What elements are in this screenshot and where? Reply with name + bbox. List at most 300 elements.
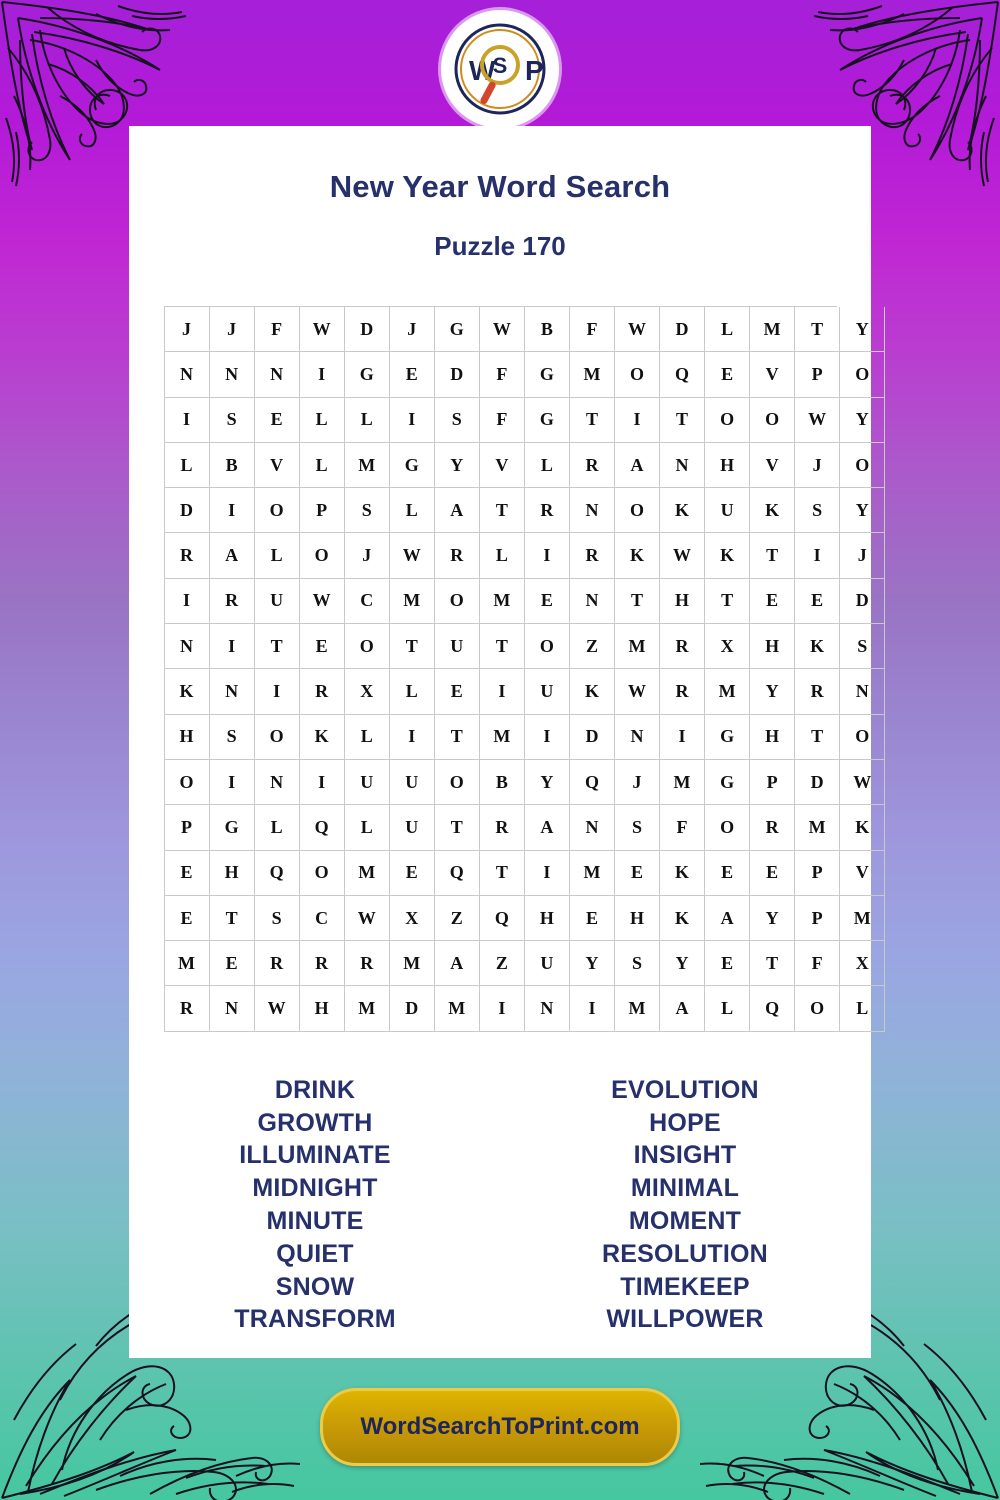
grid-cell[interactable]: I — [165, 578, 210, 623]
grid-cell[interactable]: E — [254, 397, 299, 442]
grid-row — [165, 442, 885, 487]
grid-cell[interactable]: D — [389, 986, 434, 1031]
grid-cell[interactable]: R — [209, 578, 254, 623]
grid-cell[interactable]: W — [299, 307, 344, 352]
grid-cell[interactable]: H — [299, 986, 344, 1031]
grid-cell[interactable]: A — [705, 895, 750, 940]
grid-cell[interactable]: K — [795, 624, 840, 669]
grid-cell[interactable]: M — [614, 986, 659, 1031]
grid-cell[interactable]: W — [840, 759, 885, 804]
grid-cell[interactable]: W — [299, 578, 344, 623]
grid-cell[interactable]: B — [479, 759, 524, 804]
grid-cell[interactable]: N — [254, 352, 299, 397]
grid-cell[interactable]: G — [389, 442, 434, 487]
grid-cell[interactable]: X — [344, 669, 389, 714]
grid-cell[interactable]: X — [389, 895, 434, 940]
grid-cell[interactable]: D — [795, 759, 840, 804]
puzzle-sheet — [129, 126, 871, 1358]
grid-cell[interactable]: R — [434, 533, 479, 578]
grid-cell[interactable]: P — [795, 850, 840, 895]
grid-cell[interactable]: G — [705, 759, 750, 804]
grid-cell[interactable]: Z — [569, 624, 614, 669]
grid-cell[interactable]: H — [705, 442, 750, 487]
grid-cell[interactable]: T — [795, 714, 840, 759]
svg-text:W: W — [469, 55, 496, 86]
grid-row — [165, 850, 885, 895]
grid-cell[interactable]: M — [569, 850, 614, 895]
letter-grid-table — [165, 307, 886, 1032]
grid-cell[interactable]: E — [569, 895, 614, 940]
grid-cell[interactable]: J — [840, 533, 885, 578]
grid-cell[interactable]: I — [299, 759, 344, 804]
grid-cell[interactable]: S — [209, 714, 254, 759]
grid-cell[interactable]: J — [614, 759, 659, 804]
grid-cell[interactable]: O — [614, 352, 659, 397]
grid-cell[interactable]: A — [660, 986, 705, 1031]
grid-cell[interactable]: M — [479, 714, 524, 759]
word-list-item: MINUTE — [266, 1206, 364, 1235]
grid-cell[interactable]: M — [344, 986, 389, 1031]
grid-cell[interactable]: N — [209, 669, 254, 714]
grid-cell[interactable]: T — [209, 895, 254, 940]
grid-cell[interactable]: H — [165, 714, 210, 759]
grid-cell[interactable]: Y — [569, 941, 614, 986]
grid-cell[interactable]: N — [614, 714, 659, 759]
grid-cell[interactable]: V — [750, 352, 795, 397]
grid-cell[interactable]: Q — [434, 850, 479, 895]
grid-row — [165, 624, 885, 669]
grid-cell[interactable]: E — [524, 578, 569, 623]
grid-cell[interactable]: L — [389, 669, 434, 714]
grid-cell[interactable]: U — [705, 488, 750, 533]
grid-cell[interactable]: P — [165, 805, 210, 850]
grid-cell[interactable]: N — [569, 805, 614, 850]
grid-cell[interactable]: O — [524, 624, 569, 669]
grid-cell[interactable]: T — [479, 488, 524, 533]
grid-cell[interactable]: L — [840, 986, 885, 1031]
grid-cell[interactable]: A — [524, 805, 569, 850]
grid-cell[interactable]: H — [750, 624, 795, 669]
puzzle-number: Puzzle 170 — [434, 231, 566, 261]
grid-row — [165, 759, 885, 804]
grid-cell[interactable]: V — [750, 442, 795, 487]
grid-cell[interactable]: E — [434, 669, 479, 714]
grid-cell[interactable]: R — [254, 941, 299, 986]
grid-cell[interactable]: K — [840, 805, 885, 850]
grid-cell[interactable]: I — [209, 624, 254, 669]
grid-cell[interactable]: Q — [254, 850, 299, 895]
grid-cell[interactable]: T — [614, 578, 659, 623]
grid-cell[interactable]: U — [344, 759, 389, 804]
grid-cell[interactable]: T — [750, 533, 795, 578]
grid-cell[interactable]: T — [705, 578, 750, 623]
grid-cell[interactable]: K — [165, 669, 210, 714]
grid-cell[interactable]: R — [750, 805, 795, 850]
grid-cell[interactable]: E — [165, 850, 210, 895]
grid-cell[interactable]: I — [524, 850, 569, 895]
grid-row — [165, 533, 885, 578]
grid-cell[interactable]: O — [840, 714, 885, 759]
grid-cell[interactable]: I — [569, 986, 614, 1031]
grid-cell[interactable]: A — [434, 941, 479, 986]
grid-cell[interactable]: L — [254, 533, 299, 578]
grid-cell[interactable]: I — [165, 397, 210, 442]
grid-cell[interactable]: C — [344, 578, 389, 623]
grid-cell[interactable]: E — [389, 850, 434, 895]
grid-cell[interactable]: M — [165, 941, 210, 986]
grid-row — [165, 307, 885, 352]
grid-cell[interactable]: O — [614, 488, 659, 533]
grid-cell[interactable]: D — [660, 307, 705, 352]
grid-cell[interactable]: A — [434, 488, 479, 533]
grid-cell[interactable]: B — [524, 307, 569, 352]
grid-cell[interactable]: I — [795, 533, 840, 578]
grid-cell[interactable]: O — [795, 986, 840, 1031]
grid-cell[interactable]: V — [840, 850, 885, 895]
grid-cell[interactable]: H — [660, 578, 705, 623]
grid-cell[interactable]: E — [705, 352, 750, 397]
grid-cell[interactable]: M — [389, 578, 434, 623]
grid-cell[interactable]: E — [705, 850, 750, 895]
grid-cell[interactable]: L — [344, 397, 389, 442]
grid-cell[interactable]: M — [344, 442, 389, 487]
grid-cell[interactable]: T — [479, 850, 524, 895]
grid-cell[interactable]: O — [299, 850, 344, 895]
grid-cell[interactable]: S — [840, 624, 885, 669]
grid-cell[interactable]: J — [795, 442, 840, 487]
grid-cell[interactable]: Y — [750, 895, 795, 940]
grid-cell[interactable]: W — [614, 307, 659, 352]
grid-cell[interactable]: M — [479, 578, 524, 623]
grid-cell[interactable]: G — [705, 714, 750, 759]
grid-cell[interactable]: F — [569, 307, 614, 352]
grid-cell[interactable]: H — [750, 714, 795, 759]
grid-cell[interactable]: B — [209, 442, 254, 487]
grid-cell[interactable]: M — [750, 307, 795, 352]
grid-cell[interactable]: R — [795, 669, 840, 714]
grid-cell[interactable]: I — [254, 669, 299, 714]
grid-cell[interactable]: O — [254, 714, 299, 759]
grid-cell[interactable]: O — [705, 397, 750, 442]
grid-cell[interactable]: U — [524, 669, 569, 714]
grid-cell[interactable]: R — [660, 669, 705, 714]
grid-cell[interactable]: M — [840, 895, 885, 940]
grid-cell[interactable]: R — [660, 624, 705, 669]
grid-cell[interactable]: N — [569, 488, 614, 533]
grid-cell[interactable]: U — [389, 805, 434, 850]
grid-cell[interactable]: W — [344, 895, 389, 940]
grid-cell[interactable]: U — [254, 578, 299, 623]
website-badge[interactable] — [320, 1388, 680, 1466]
grid-cell[interactable]: N — [165, 352, 210, 397]
grid-cell[interactable]: I — [479, 986, 524, 1031]
grid-cell[interactable]: Y — [434, 442, 479, 487]
grid-cell[interactable]: G — [524, 397, 569, 442]
grid-cell[interactable]: Y — [840, 307, 885, 352]
grid-cell[interactable]: H — [524, 895, 569, 940]
grid-cell[interactable]: T — [479, 624, 524, 669]
word-list — [129, 1074, 871, 1336]
grid-row — [165, 941, 885, 986]
grid-cell[interactable]: N — [524, 986, 569, 1031]
grid-cell[interactable]: I — [524, 533, 569, 578]
grid-cell[interactable]: I — [389, 397, 434, 442]
grid-cell[interactable]: T — [434, 714, 479, 759]
grid-cell[interactable]: W — [614, 669, 659, 714]
grid-cell[interactable]: L — [254, 805, 299, 850]
page-title: New Year Word Search — [329, 169, 671, 204]
grid-cell[interactable]: R — [569, 442, 614, 487]
grid-cell[interactable]: C — [299, 895, 344, 940]
grid-cell[interactable]: W — [795, 397, 840, 442]
word-list-item: RESOLUTION — [602, 1239, 768, 1268]
word-list-column-left — [190, 1074, 500, 1336]
grid-cell[interactable]: M — [705, 669, 750, 714]
grid-cell[interactable]: T — [660, 397, 705, 442]
word-list-item: HOPE — [649, 1108, 721, 1137]
grid-cell[interactable]: Y — [660, 941, 705, 986]
grid-cell[interactable]: S — [434, 397, 479, 442]
grid-cell[interactable]: Q — [660, 352, 705, 397]
grid-cell[interactable]: J — [344, 533, 389, 578]
grid-cell[interactable]: T — [254, 624, 299, 669]
grid-cell[interactable]: L — [705, 307, 750, 352]
grid-cell[interactable]: O — [840, 442, 885, 487]
grid-cell[interactable]: Y — [840, 397, 885, 442]
word-search-grid[interactable] — [164, 306, 872, 1032]
grid-cell[interactable]: O — [750, 397, 795, 442]
grid-cell[interactable]: E — [209, 941, 254, 986]
grid-cell[interactable]: M — [795, 805, 840, 850]
grid-cell[interactable]: K — [614, 533, 659, 578]
grid-cell[interactable]: J — [389, 307, 434, 352]
word-list-item: QUIET — [276, 1239, 354, 1268]
grid-cell[interactable]: L — [389, 488, 434, 533]
word-list-item: MINIMAL — [630, 1174, 740, 1203]
grid-cell[interactable]: O — [165, 759, 210, 804]
grid-cell[interactable]: S — [344, 488, 389, 533]
grid-cell[interactable]: M — [434, 986, 479, 1031]
grid-cell[interactable]: L — [344, 714, 389, 759]
grid-cell[interactable]: H — [209, 850, 254, 895]
grid-cell[interactable]: K — [299, 714, 344, 759]
word-list-column-right — [500, 1074, 810, 1336]
grid-cell[interactable]: I — [209, 488, 254, 533]
grid-cell[interactable]: O — [344, 624, 389, 669]
grid-cell[interactable]: M — [569, 352, 614, 397]
website-label: WordSearchToPrint.com — [360, 1413, 640, 1440]
grid-cell[interactable]: N — [254, 759, 299, 804]
grid-cell[interactable]: Z — [434, 895, 479, 940]
grid-cell[interactable]: F — [479, 397, 524, 442]
grid-cell[interactable]: D — [344, 307, 389, 352]
grid-cell[interactable]: R — [569, 533, 614, 578]
grid-cell[interactable]: R — [344, 941, 389, 986]
grid-cell[interactable]: R — [299, 941, 344, 986]
grid-cell[interactable]: D — [434, 352, 479, 397]
grid-row — [165, 352, 885, 397]
grid-cell[interactable]: T — [795, 307, 840, 352]
grid-cell[interactable]: Y — [840, 488, 885, 533]
word-list-item: TRANSFORM — [234, 1305, 396, 1334]
grid-cell[interactable]: I — [209, 759, 254, 804]
grid-cell[interactable]: W — [660, 533, 705, 578]
grid-cell[interactable]: E — [750, 850, 795, 895]
grid-cell[interactable]: X — [705, 624, 750, 669]
grid-row — [165, 488, 885, 533]
grid-cell[interactable]: Q — [750, 986, 795, 1031]
grid-cell[interactable]: J — [209, 307, 254, 352]
grid-cell[interactable]: N — [660, 442, 705, 487]
grid-cell[interactable]: K — [750, 488, 795, 533]
grid-cell[interactable]: E — [299, 624, 344, 669]
grid-cell[interactable]: F — [479, 352, 524, 397]
grid-cell[interactable]: H — [614, 895, 659, 940]
grid-cell[interactable]: N — [209, 352, 254, 397]
grid-cell[interactable]: G — [344, 352, 389, 397]
grid-cell[interactable]: E — [165, 895, 210, 940]
svg-text:P: P — [525, 55, 544, 86]
grid-cell[interactable]: L — [705, 986, 750, 1031]
grid-cell[interactable]: R — [479, 805, 524, 850]
grid-cell[interactable]: P — [795, 352, 840, 397]
word-list-item: EVOLUTION — [611, 1075, 759, 1104]
grid-cell[interactable]: W — [389, 533, 434, 578]
grid-cell[interactable]: V — [479, 442, 524, 487]
grid-cell[interactable]: R — [299, 669, 344, 714]
grid-cell[interactable]: F — [660, 805, 705, 850]
grid-cell[interactable]: W — [254, 986, 299, 1031]
grid-cell[interactable]: P — [795, 895, 840, 940]
grid-cell[interactable]: X — [840, 941, 885, 986]
grid-cell[interactable]: L — [165, 442, 210, 487]
grid-row — [165, 805, 885, 850]
grid-cell[interactable]: N — [165, 624, 210, 669]
grid-cell[interactable]: E — [614, 850, 659, 895]
grid-cell[interactable]: Q — [479, 895, 524, 940]
grid-cell[interactable]: D — [569, 714, 614, 759]
svg-text:S: S — [492, 53, 508, 78]
word-list-item: TIMEKEEP — [620, 1272, 750, 1301]
grid-cell[interactable]: O — [434, 759, 479, 804]
grid-cell[interactable]: T — [569, 397, 614, 442]
grid-row — [165, 986, 885, 1031]
grid-cell[interactable]: Z — [479, 941, 524, 986]
grid-cell[interactable]: R — [165, 533, 210, 578]
grid-cell[interactable]: S — [614, 941, 659, 986]
grid-cell[interactable]: M — [614, 624, 659, 669]
grid-cell[interactable]: M — [660, 759, 705, 804]
grid-row — [165, 578, 885, 623]
grid-cell[interactable]: G — [524, 352, 569, 397]
grid-row — [165, 714, 885, 759]
grid-cell[interactable]: I — [614, 397, 659, 442]
grid-cell[interactable]: U — [524, 941, 569, 986]
grid-cell[interactable]: K — [660, 895, 705, 940]
grid-cell[interactable]: O — [705, 805, 750, 850]
grid-cell[interactable]: O — [840, 352, 885, 397]
grid-row — [165, 397, 885, 442]
grid-cell[interactable]: M — [389, 941, 434, 986]
grid-cell[interactable]: G — [209, 805, 254, 850]
grid-cell[interactable]: S — [254, 895, 299, 940]
grid-cell[interactable]: T — [389, 624, 434, 669]
grid-cell[interactable]: W — [479, 307, 524, 352]
grid-cell[interactable]: A — [209, 533, 254, 578]
grid-cell[interactable]: I — [660, 714, 705, 759]
grid-cell[interactable]: N — [209, 986, 254, 1031]
grid-cell[interactable]: I — [479, 669, 524, 714]
grid-cell[interactable]: K — [660, 850, 705, 895]
word-list-item: MOMENT — [628, 1206, 742, 1235]
grid-cell[interactable]: E — [389, 352, 434, 397]
word-list-item: INSIGHT — [633, 1141, 737, 1170]
word-list-item: DRINK — [274, 1075, 356, 1104]
grid-cell[interactable]: G — [434, 307, 479, 352]
grid-cell[interactable]: S — [209, 397, 254, 442]
grid-cell[interactable]: K — [660, 488, 705, 533]
grid-cell[interactable]: L — [299, 442, 344, 487]
grid-cell[interactable]: K — [705, 533, 750, 578]
grid-cell[interactable]: E — [750, 578, 795, 623]
grid-cell[interactable]: D — [840, 578, 885, 623]
grid-cell[interactable]: E — [705, 941, 750, 986]
grid-cell[interactable]: N — [569, 578, 614, 623]
grid-cell[interactable]: I — [389, 714, 434, 759]
grid-cell[interactable]: Y — [750, 669, 795, 714]
grid-cell[interactable]: P — [299, 488, 344, 533]
word-list-item: WILLPOWER — [606, 1305, 764, 1334]
grid-cell[interactable]: F — [795, 941, 840, 986]
grid-cell[interactable]: I — [299, 352, 344, 397]
grid-cell[interactable]: M — [344, 850, 389, 895]
grid-cell[interactable]: U — [434, 624, 479, 669]
grid-cell[interactable]: J — [165, 307, 210, 352]
grid-cell[interactable]: N — [840, 669, 885, 714]
grid-cell[interactable]: Q — [569, 759, 614, 804]
grid-cell[interactable]: D — [165, 488, 210, 533]
grid-cell[interactable]: U — [389, 759, 434, 804]
grid-cell[interactable]: O — [254, 488, 299, 533]
grid-cell[interactable]: L — [299, 397, 344, 442]
grid-cell[interactable]: T — [750, 941, 795, 986]
grid-cell[interactable]: R — [524, 488, 569, 533]
word-list-item: MIDNIGHT — [252, 1174, 378, 1203]
grid-cell[interactable]: T — [434, 805, 479, 850]
grid-cell[interactable]: O — [434, 578, 479, 623]
grid-cell[interactable]: F — [254, 307, 299, 352]
site-logo — [441, 10, 559, 128]
grid-cell[interactable]: V — [254, 442, 299, 487]
grid-cell[interactable]: E — [795, 578, 840, 623]
grid-cell[interactable]: I — [524, 714, 569, 759]
grid-cell[interactable]: Y — [524, 759, 569, 804]
grid-cell[interactable]: P — [750, 759, 795, 804]
grid-row — [165, 669, 885, 714]
grid-cell[interactable]: S — [795, 488, 840, 533]
grid-cell[interactable]: Q — [299, 805, 344, 850]
grid-cell[interactable]: L — [344, 805, 389, 850]
grid-cell[interactable]: L — [479, 533, 524, 578]
grid-cell[interactable]: R — [165, 986, 210, 1031]
word-list-item: ILLUMINATE — [239, 1141, 391, 1170]
grid-cell[interactable]: O — [299, 533, 344, 578]
word-list-item: GROWTH — [257, 1108, 373, 1137]
grid-cell[interactable]: L — [524, 442, 569, 487]
grid-cell[interactable]: K — [569, 669, 614, 714]
grid-cell[interactable]: A — [614, 442, 659, 487]
grid-cell[interactable]: S — [614, 805, 659, 850]
